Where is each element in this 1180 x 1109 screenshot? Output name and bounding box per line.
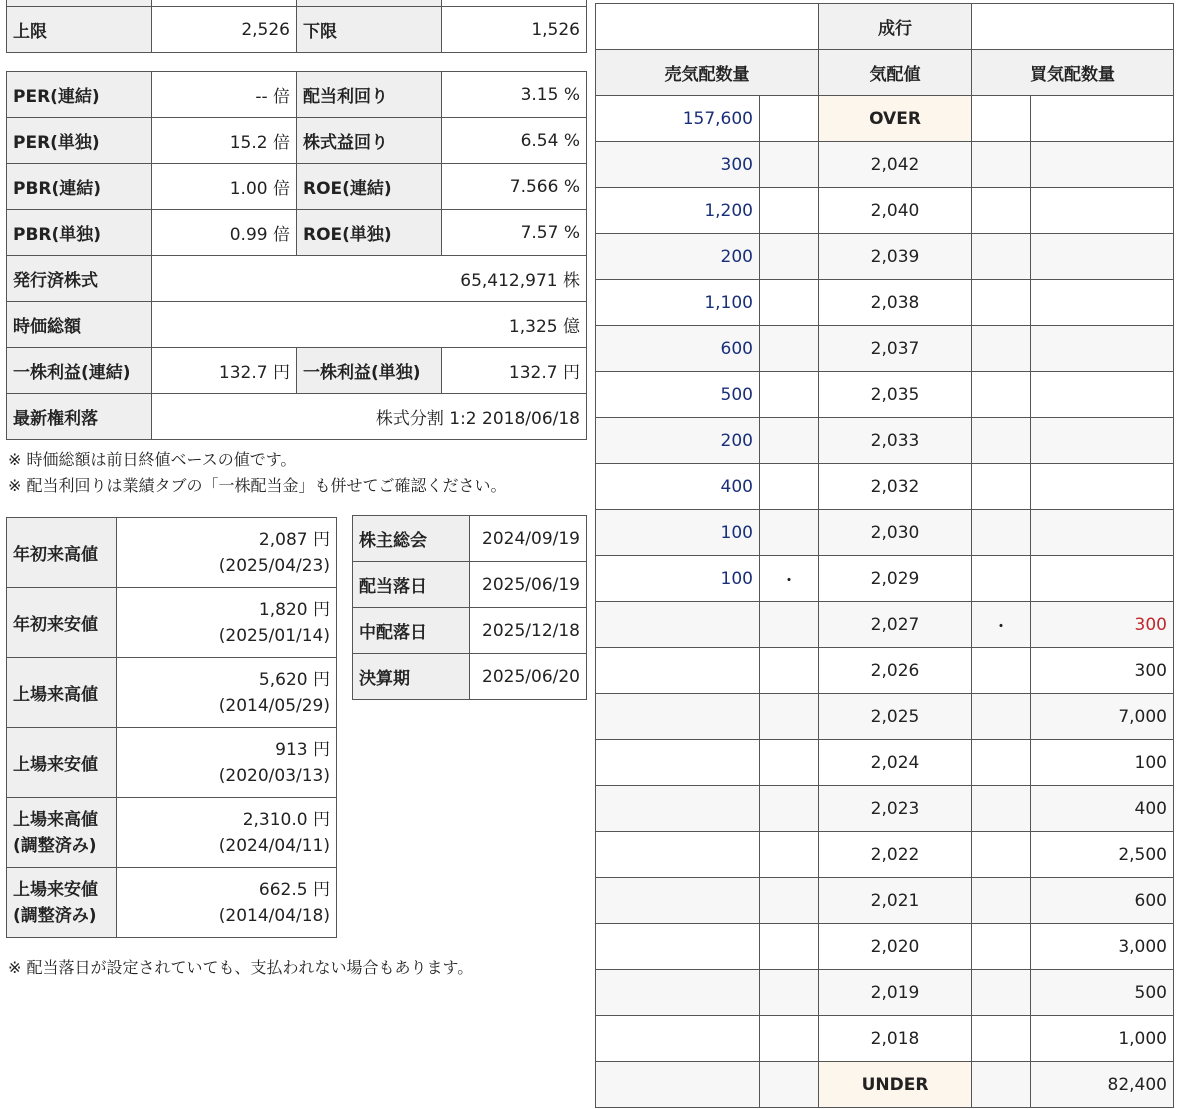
sell-quantity: 600 <box>596 326 760 372</box>
sell-marker <box>760 234 819 280</box>
buy-marker <box>972 924 1031 970</box>
dividend-yield-note: ※ 配当利回りは業績タブの「一株配当金」も併せてご確認ください。 <box>8 476 507 495</box>
order-book-row <box>596 970 1174 1016</box>
price-level: 2,039 <box>819 234 972 280</box>
ex-dividend-value: 2025/06/19 <box>470 562 587 608</box>
price-level: 2,037 <box>819 326 972 372</box>
price-level: 2,040 <box>819 188 972 234</box>
buy-quantity <box>1031 464 1174 510</box>
buy-marker <box>972 142 1031 188</box>
sell-marker <box>760 280 819 326</box>
sell-quantity <box>596 924 760 970</box>
sell-marker <box>760 786 819 832</box>
sell-marker <box>760 418 819 464</box>
buy-quantity: 500 <box>1031 970 1174 1016</box>
ytd-low-value: 1,820 円 (2025/01/14) <box>117 588 337 658</box>
sell-marker <box>760 878 819 924</box>
buy-marker <box>972 280 1031 326</box>
eps-single-label: 一株利益(単独) <box>297 348 442 394</box>
buy-quantity <box>1031 280 1174 326</box>
buy-marker <box>972 648 1031 694</box>
order-book-row <box>596 280 1174 326</box>
sell-marker <box>760 464 819 510</box>
adjusted-low-value: 662.5 円 (2014/04/18) <box>117 868 337 938</box>
lower-limit-value: 1,526 <box>442 7 587 53</box>
buy-marker <box>972 1062 1031 1108</box>
buy-marker <box>972 96 1031 142</box>
sell-marker <box>760 740 819 786</box>
sell-quantity: 300 <box>596 142 760 188</box>
price-level: 2,023 <box>819 786 972 832</box>
roe-single-label: ROE(単独) <box>297 210 442 256</box>
latest-rights-label: 最新権利落 <box>7 394 152 440</box>
price-level: 2,030 <box>819 510 972 556</box>
order-book-row <box>596 832 1174 878</box>
buy-marker <box>972 510 1031 556</box>
shareholders-meeting-label: 株主総会 <box>353 516 470 562</box>
highs-lows-table <box>6 517 337 938</box>
sell-marker <box>760 142 819 188</box>
order-book-row <box>596 924 1174 970</box>
sell-quantity-header: 売気配数量 <box>596 50 819 96</box>
buy-quantity: 300 <box>1031 602 1174 648</box>
market-cap-value: 1,325 億 <box>152 302 587 348</box>
price-level: 2,025 <box>819 694 972 740</box>
dividend-yield-value: 3.15 % <box>442 72 587 118</box>
buy-marker <box>972 786 1031 832</box>
interim-ex-dividend-value: 2025/12/18 <box>470 608 587 654</box>
sell-quantity: 500 <box>596 372 760 418</box>
price-level: 2,038 <box>819 280 972 326</box>
market-order-buy-cell <box>972 4 1174 50</box>
price-level: 2,032 <box>819 464 972 510</box>
sell-quantity <box>596 878 760 924</box>
sell-quantity: 1,200 <box>596 188 760 234</box>
buy-marker <box>972 740 1031 786</box>
buy-quantity <box>1031 326 1174 372</box>
sell-quantity <box>596 970 760 1016</box>
buy-quantity <box>1031 234 1174 280</box>
price-level: UNDER <box>819 1062 972 1108</box>
sell-quantity <box>596 1016 760 1062</box>
buy-quantity <box>1031 510 1174 556</box>
sell-quantity: 400 <box>596 464 760 510</box>
buy-quantity <box>1031 142 1174 188</box>
price-level: 2,024 <box>819 740 972 786</box>
sell-marker <box>760 602 819 648</box>
order-book-row <box>596 648 1174 694</box>
all-time-low-value: 913 円 (2020/03/13) <box>117 728 337 798</box>
sell-quantity <box>596 602 760 648</box>
price-level: 2,026 <box>819 648 972 694</box>
earnings-yield-label: 株式益回り <box>297 118 442 164</box>
shares-outstanding-label: 発行済株式 <box>7 256 152 302</box>
buy-quantity: 3,000 <box>1031 924 1174 970</box>
buy-marker <box>972 970 1031 1016</box>
sell-marker: ・ <box>760 556 819 602</box>
sell-marker <box>760 96 819 142</box>
order-book-row <box>596 1062 1174 1108</box>
adjusted-low-label: 上場来安値 (調整済み) <box>7 868 117 938</box>
sell-marker <box>760 648 819 694</box>
sell-marker <box>760 372 819 418</box>
sell-quantity: 157,600 <box>596 96 760 142</box>
sell-quantity <box>596 648 760 694</box>
roe-single-value: 7.57 % <box>442 210 587 256</box>
ex-dividend-note: ※ 配当落日が設定されていても、支払われない場合もあります。 <box>8 958 474 977</box>
order-book-row <box>596 326 1174 372</box>
buy-quantity <box>1031 418 1174 464</box>
buy-marker <box>972 326 1031 372</box>
buy-quantity: 400 <box>1031 786 1174 832</box>
buy-marker <box>972 1016 1031 1062</box>
buy-marker <box>972 556 1031 602</box>
buy-quantity: 2,500 <box>1031 832 1174 878</box>
price-level: OVER <box>819 96 972 142</box>
buy-quantity: 82,400 <box>1031 1062 1174 1108</box>
price-level: 2,033 <box>819 418 972 464</box>
price-level: 2,018 <box>819 1016 972 1062</box>
sell-marker <box>760 510 819 556</box>
buy-marker <box>972 694 1031 740</box>
limit-table <box>6 0 587 53</box>
order-book-row <box>596 556 1174 602</box>
buy-quantity-header: 買気配数量 <box>972 50 1174 96</box>
eps-consolidated-value: 132.7 円 <box>152 348 297 394</box>
sell-quantity: 200 <box>596 234 760 280</box>
market-order-label: 成行 <box>819 4 972 50</box>
pbr-single-label: PBR(単独) <box>7 210 152 256</box>
buy-marker <box>972 878 1031 924</box>
upper-limit-label: 上限 <box>7 7 152 53</box>
order-book-row <box>596 372 1174 418</box>
sell-marker <box>760 1016 819 1062</box>
indicator-table <box>6 71 587 440</box>
order-book-row <box>596 1016 1174 1062</box>
price-level: 2,020 <box>819 924 972 970</box>
upper-limit-value: 2,526 <box>152 7 297 53</box>
price-level: 2,027 <box>819 602 972 648</box>
sell-marker <box>760 832 819 878</box>
pbr-consolidated-value: 1.00 倍 <box>152 164 297 210</box>
order-book-table <box>595 3 1174 1108</box>
buy-marker <box>972 188 1031 234</box>
pbr-consolidated-label: PBR(連結) <box>7 164 152 210</box>
sell-marker <box>760 694 819 740</box>
sell-quantity <box>596 694 760 740</box>
buy-quantity: 1,000 <box>1031 1016 1174 1062</box>
buy-quantity: 7,000 <box>1031 694 1174 740</box>
roe-consolidated-value: 7.566 % <box>442 164 587 210</box>
dividend-yield-label: 配当利回り <box>297 72 442 118</box>
order-book-row <box>596 188 1174 234</box>
sell-quantity <box>596 740 760 786</box>
order-book-row <box>596 878 1174 924</box>
per-consolidated-label: PER(連結) <box>7 72 152 118</box>
sell-quantity: 100 <box>596 510 760 556</box>
ytd-low-label: 年初来安値 <box>7 588 117 658</box>
buy-quantity <box>1031 96 1174 142</box>
price-level: 2,029 <box>819 556 972 602</box>
eps-consolidated-label: 一株利益(連結) <box>7 348 152 394</box>
price-level: 2,042 <box>819 142 972 188</box>
events-table <box>352 515 587 700</box>
buy-quantity <box>1031 372 1174 418</box>
order-book-rows <box>596 96 1174 1108</box>
adjusted-high-value: 2,310.0 円 (2024/04/11) <box>117 798 337 868</box>
sell-quantity: 1,100 <box>596 280 760 326</box>
buy-quantity <box>1031 556 1174 602</box>
sell-marker <box>760 188 819 234</box>
latest-rights-value: 株式分割 1:2 2018/06/18 <box>152 394 587 440</box>
all-time-low-label: 上場来安値 <box>7 728 117 798</box>
order-book-row <box>596 786 1174 832</box>
market-order-sell-cell <box>596 4 819 50</box>
fiscal-period-label: 決算期 <box>353 654 470 700</box>
lower-limit-label: 下限 <box>297 7 442 53</box>
shares-outstanding-value: 65,412,971 株 <box>152 256 587 302</box>
order-book-row <box>596 602 1174 648</box>
sell-quantity <box>596 832 760 878</box>
market-cap-label: 時価総額 <box>7 302 152 348</box>
order-book-row <box>596 740 1174 786</box>
per-single-value: 15.2 倍 <box>152 118 297 164</box>
all-time-high-value: 5,620 円 (2014/05/29) <box>117 658 337 728</box>
sell-quantity <box>596 1062 760 1108</box>
interim-ex-dividend-label: 中配落日 <box>353 608 470 654</box>
price-level: 2,021 <box>819 878 972 924</box>
sell-quantity <box>596 786 760 832</box>
buy-quantity <box>1031 188 1174 234</box>
sell-marker <box>760 326 819 372</box>
pbr-single-value: 0.99 倍 <box>152 210 297 256</box>
earnings-yield-value: 6.54 % <box>442 118 587 164</box>
buy-quantity: 100 <box>1031 740 1174 786</box>
order-book-row <box>596 234 1174 280</box>
eps-single-value: 132.7 円 <box>442 348 587 394</box>
sell-quantity: 200 <box>596 418 760 464</box>
market-cap-note: ※ 時価総額は前日終値ベースの値です。 <box>8 450 297 469</box>
sell-quantity: 100 <box>596 556 760 602</box>
roe-consolidated-label: ROE(連結) <box>297 164 442 210</box>
buy-marker <box>972 464 1031 510</box>
order-book-row <box>596 464 1174 510</box>
adjusted-high-label: 上場来高値 (調整済み) <box>7 798 117 868</box>
price-header: 気配値 <box>819 50 972 96</box>
sell-marker <box>760 970 819 1016</box>
fiscal-period-value: 2025/06/20 <box>470 654 587 700</box>
order-book-row <box>596 142 1174 188</box>
buy-quantity: 300 <box>1031 648 1174 694</box>
buy-marker <box>972 372 1031 418</box>
per-consolidated-value: -- 倍 <box>152 72 297 118</box>
order-book-row <box>596 96 1174 142</box>
ex-dividend-label: 配当落日 <box>353 562 470 608</box>
buy-marker <box>972 832 1031 878</box>
shareholders-meeting-value: 2024/09/19 <box>470 516 587 562</box>
sell-marker <box>760 924 819 970</box>
buy-marker <box>972 418 1031 464</box>
order-book-row <box>596 510 1174 556</box>
price-level: 2,022 <box>819 832 972 878</box>
buy-marker <box>972 234 1031 280</box>
price-level: 2,035 <box>819 372 972 418</box>
all-time-high-label: 上場来高値 <box>7 658 117 728</box>
buy-quantity: 600 <box>1031 878 1174 924</box>
sell-marker <box>760 1062 819 1108</box>
order-book-row <box>596 418 1174 464</box>
ytd-high-value: 2,087 円 (2025/04/23) <box>117 518 337 588</box>
price-level: 2,019 <box>819 970 972 1016</box>
buy-marker: ・ <box>972 602 1031 648</box>
per-single-label: PER(単独) <box>7 118 152 164</box>
order-book-row <box>596 694 1174 740</box>
ytd-high-label: 年初来高値 <box>7 518 117 588</box>
